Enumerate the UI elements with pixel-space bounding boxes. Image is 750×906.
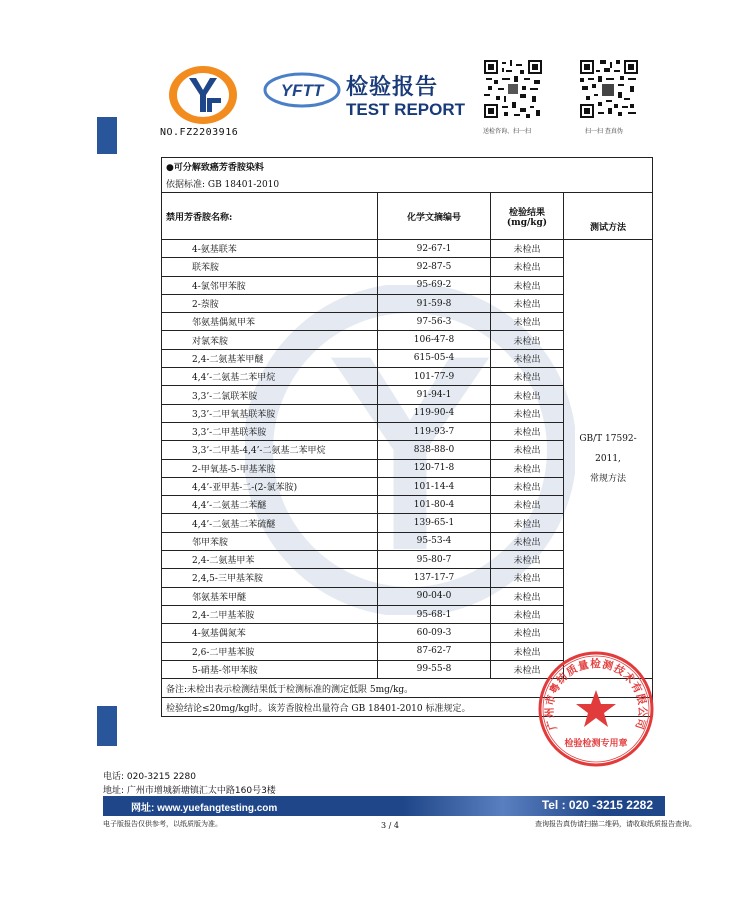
test-result: 未检出 (491, 496, 564, 514)
qr-code-consult-icon (484, 60, 542, 118)
test-result: 未检出 (491, 514, 564, 532)
cas-number: 95-80-7 (378, 551, 491, 569)
amine-name: 3,3’-二甲基联苯胺 (162, 422, 378, 440)
cas-number: 120-71-8 (378, 459, 491, 477)
amine-name: 联苯胺 (162, 258, 378, 276)
side-accent-bar-bottom (97, 706, 117, 746)
amine-name: 2,4-二氨基苯甲醚 (162, 349, 378, 367)
test-result: 未检出 (491, 569, 564, 587)
amine-name: 2,4,5-三甲基苯胺 (162, 569, 378, 587)
qr-code-verify-icon (580, 60, 638, 118)
test-result: 未检出 (491, 624, 564, 642)
cas-number: 137-17-7 (378, 569, 491, 587)
test-result: 未检出 (491, 459, 564, 477)
cas-number: 99-55-8 (378, 660, 491, 678)
test-method (564, 240, 653, 679)
cas-number: 92-87-5 (378, 258, 491, 276)
footer-tel: 电话: 020-3215 2280 (103, 772, 196, 782)
aromatic-amine-table (161, 157, 653, 717)
footer-band (103, 796, 665, 816)
standard-line: 依据标准: GB 18401-2010 (162, 174, 653, 193)
amine-name: 4,4’-二氨基二苯醚 (162, 496, 378, 514)
table-conclusion: 检验结论≤20mg/kg时。该芳香胺检出量符合 GB 18401-2010 标准规定。 (162, 698, 653, 717)
yf-logo-icon (167, 64, 239, 126)
cas-number: 838-88-0 (378, 441, 491, 459)
amine-name: 3,3’-二氯联苯胺 (162, 386, 378, 404)
test-result: 未检出 (491, 660, 564, 678)
test-result: 未检出 (491, 386, 564, 404)
report-number: NO.FZ2203916 (160, 127, 239, 138)
amine-name: 2-甲氧基-5-甲基苯胺 (162, 459, 378, 477)
qr-verify-caption: 扫一扫 查真伪 (585, 128, 623, 135)
cas-number: 92-67-1 (378, 240, 491, 258)
amine-name: 4-氯邻甲苯胺 (162, 276, 378, 294)
stamp-ring-text: 广州市粤纺质量检测技术有限公司 (543, 658, 649, 732)
footer-right-note: 查询报告真伪请扫描二维码，请收取纸质报告查询。 (535, 820, 696, 828)
cas-number: 101-80-4 (378, 496, 491, 514)
amine-name: 邻氨基偶氮甲苯 (162, 313, 378, 331)
test-result: 未检出 (491, 642, 564, 660)
cas-number: 97-56-3 (378, 313, 491, 331)
amine-name: 2-萘胺 (162, 294, 378, 312)
table-row (162, 240, 653, 258)
header-method: 测试方法 (564, 193, 653, 240)
amine-name: 4,4’-二氨基二苯甲烷 (162, 368, 378, 386)
test-method-line2: 常规方法 (590, 474, 627, 485)
test-result: 未检出 (491, 368, 564, 386)
footer-website[interactable]: 网址: www.yuefangtesting.com (131, 803, 278, 814)
test-method-line1: GB/T 17592-2011, (579, 434, 637, 465)
amine-name: 2,4-二甲基苯胺 (162, 605, 378, 623)
header-cas: 化学文摘编号 (378, 193, 491, 240)
amine-name: 3,3’-二甲基-4,4’-二氨基二苯甲烷 (162, 441, 378, 459)
test-result: 未检出 (491, 404, 564, 422)
amine-name: 5-硝基-邻甲苯胺 (162, 660, 378, 678)
amine-name: 邻甲苯胺 (162, 532, 378, 550)
cas-number: 139-65-1 (378, 514, 491, 532)
test-result: 未检出 (491, 276, 564, 294)
test-result: 未检出 (491, 294, 564, 312)
cas-number: 95-68-1 (378, 605, 491, 623)
stamp-bottom-text: 检验检测专用章 (564, 739, 628, 749)
amine-name: 4,4’-二氨基二苯硫醚 (162, 514, 378, 532)
cas-number: 119-93-7 (378, 422, 491, 440)
cas-number: 90-04-0 (378, 587, 491, 605)
test-result: 未检出 (491, 605, 564, 623)
cas-number: 615-05-4 (378, 349, 491, 367)
amine-name: 3,3’-二甲氧基联苯胺 (162, 404, 378, 422)
cas-number: 101-14-4 (378, 477, 491, 495)
amine-name: 4-氨基偶氮苯 (162, 624, 378, 642)
test-result: 未检出 (491, 240, 564, 258)
footer-address: 地址: 广州市增城新塘镇汇太中路160号3楼 (103, 786, 276, 796)
test-result: 未检出 (491, 441, 564, 459)
footer-left-note: 电子版报告仅供参考，以纸质版为准。 (103, 820, 222, 828)
yftt-logo-icon (263, 70, 341, 110)
cas-number: 119-90-4 (378, 404, 491, 422)
test-result: 未检出 (491, 477, 564, 495)
test-result: 未检出 (491, 331, 564, 349)
side-accent-bar-top (97, 117, 117, 154)
test-result: 未检出 (491, 258, 564, 276)
amine-name: 邻氨基苯甲醚 (162, 587, 378, 605)
header-result: 检验结果 (mg/kg) (491, 193, 564, 240)
cas-number: 91-94-1 (378, 386, 491, 404)
test-result: 未检出 (491, 313, 564, 331)
page-number: 3 / 4 (381, 821, 399, 830)
cas-number: 60-09-3 (378, 624, 491, 642)
cas-number: 91-59-8 (378, 294, 491, 312)
test-result: 未检出 (491, 587, 564, 605)
amine-name: 2,4-二氨基甲苯 (162, 551, 378, 569)
cas-number: 106-47-8 (378, 331, 491, 349)
section-title: ●可分解致癌芳香胺染料 (162, 158, 653, 175)
test-result: 未检出 (491, 422, 564, 440)
header-name: 禁用芳香胺名称: (162, 193, 378, 240)
stamp-star-icon (576, 690, 616, 727)
official-seal-stamp (535, 648, 657, 770)
report-title-en: TEST REPORT (346, 100, 466, 119)
test-result: 未检出 (491, 551, 564, 569)
amine-name: 对氯苯胺 (162, 331, 378, 349)
qr-consult-caption: 送检咨询、扫一扫 (483, 128, 532, 135)
test-result: 未检出 (491, 532, 564, 550)
amine-name: 2,6-二甲基苯胺 (162, 642, 378, 660)
amine-name: 4-氨基联苯 (162, 240, 378, 258)
report-title-cn: 检验报告 (346, 75, 439, 100)
yftt-logo-text: YFTT (280, 81, 324, 100)
amine-name: 4,4’-亚甲基-二-(2-氯苯胺) (162, 477, 378, 495)
table-header-row (162, 193, 653, 240)
cas-number: 95-69-2 (378, 276, 491, 294)
table-note: 备注:未检出表示检测结果低于检测标准的测定低限 5mg/kg。 (162, 679, 653, 698)
footer-tel-band: Tel : 020 -3215 2282 (541, 798, 653, 812)
cas-number: 101-77-9 (378, 368, 491, 386)
cas-number: 95-53-4 (378, 532, 491, 550)
cas-number: 87-62-7 (378, 642, 491, 660)
test-result: 未检出 (491, 349, 564, 367)
